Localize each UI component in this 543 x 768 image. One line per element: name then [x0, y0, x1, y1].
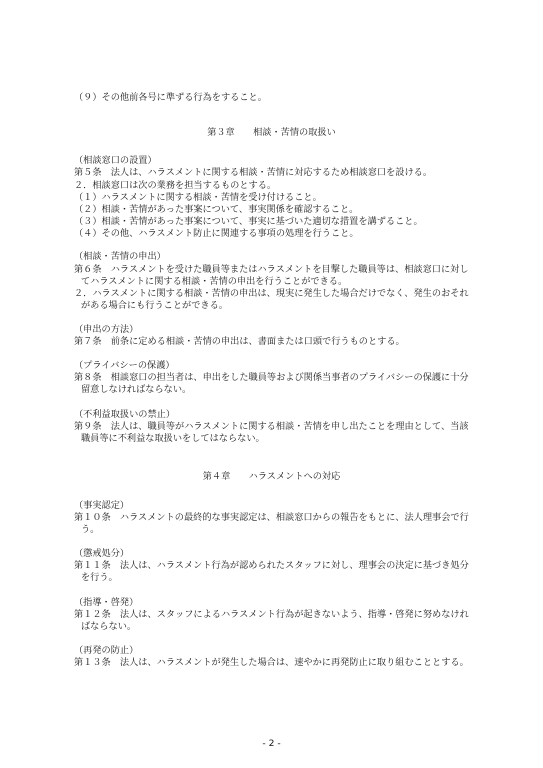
article-5-para-2: ２．相談窓口は次の業務を担当するものとする。: [74, 180, 277, 191]
article-8-text: 第８条 相談窓口の担当者は、申出をした職員等および関係当事者のプライバシーの保護に十分: [74, 372, 469, 383]
article-11-text: 第１１条 法人は、ハラスメント行為が認められたスタッフに対し、理事会の決定に基づき処分: [74, 560, 469, 571]
article-5-text: 第５条 法人は、ハラスメントに関する相談・苦情に対応するため相談窓口を設ける。: [74, 167, 433, 178]
article-8-text-cont: 留意しなければならない。: [81, 384, 192, 395]
article-5-item-1: （１）ハラスメントに関する相談・苦情を受け付けること。: [74, 192, 322, 203]
article-6-text: 第６条 ハラスメントを受けた職員等またはハラスメントを目撃した職員等は、相談窓口に対し: [74, 264, 469, 275]
article-10-text: 第１０条 ハラスメントの最終的な事実認定は、相談窓口からの報告をもとに、法人理事会で行: [74, 512, 469, 523]
section-heading-recurrence-prevention: （再発の防止）: [74, 645, 139, 656]
article-6-text-cont: てハラスメントに関する相談・苦情の申出を行うことができる。: [81, 276, 348, 287]
section-heading-fact-finding: （事実認定）: [74, 500, 130, 511]
section-heading-no-retaliation: （不利益取扱いの禁止）: [74, 409, 176, 420]
chapter-3-heading: 第３章 相談・苦情の取扱い: [207, 127, 336, 138]
article-9-text-cont: 職員等に不利益な取扱いをしてはならない。: [81, 433, 265, 444]
section-heading-guidance: （指導・啓発）: [74, 597, 139, 608]
item-9-text: （９）その他前各号に準ずる行為をすること。: [74, 92, 267, 103]
chapter-4-heading: 第４章 ハラスメントへの対応: [202, 471, 341, 482]
article-13-text: 第１３条 法人は、ハラスメントが発生した場合は、速やかに再発防止に取り組むこととする。: [74, 657, 469, 668]
article-7-text: 第７条 前条に定める相談・苦情の申出は、書面または口頭で行うものとする。: [74, 336, 405, 347]
article-5-item-4: （４）その他、ハラスメント防止に関連する事項の処理を行うこと。: [74, 228, 359, 239]
article-12-text-cont: ばならない。: [81, 621, 137, 632]
page-number: - 2 -: [262, 738, 281, 749]
section-heading-complaint-filing: （相談・苦情の申出）: [74, 251, 166, 262]
article-9-text: 第９条 法人は、職員等がハラスメントに関する相談・苦情を申し出たことを理由として、当該: [74, 421, 469, 432]
article-11-text-cont: を行う。: [81, 572, 118, 583]
article-12-text: 第１２条 法人は、スタッフによるハラスメント行為が起きないよう、指導・啓発に努めなけれ: [74, 609, 469, 620]
section-heading-privacy: （プライバシーの保護）: [74, 360, 175, 371]
article-6-para-2-cont: がある場合にも行うことができる。: [81, 300, 228, 311]
section-heading-filing-method: （申出の方法）: [74, 324, 139, 335]
section-heading-disciplinary-action: （懲戒処分）: [74, 548, 130, 559]
article-6-para-2: ２．ハラスメントに関する相談・苦情の申出は、現実に発生した場合だけでなく、発生のおそれ: [74, 288, 469, 299]
article-10-text-cont: う。: [81, 524, 100, 535]
article-5-item-2: （２）相談・苦情があった事案について、事実関係を確認すること。: [74, 204, 359, 215]
article-5-item-3: （３）相談・苦情があった事案について、事実に基づいた適切な措置を講ずること。: [74, 216, 423, 227]
section-heading-consultation-desk: （相談窓口の設置）: [74, 155, 157, 166]
